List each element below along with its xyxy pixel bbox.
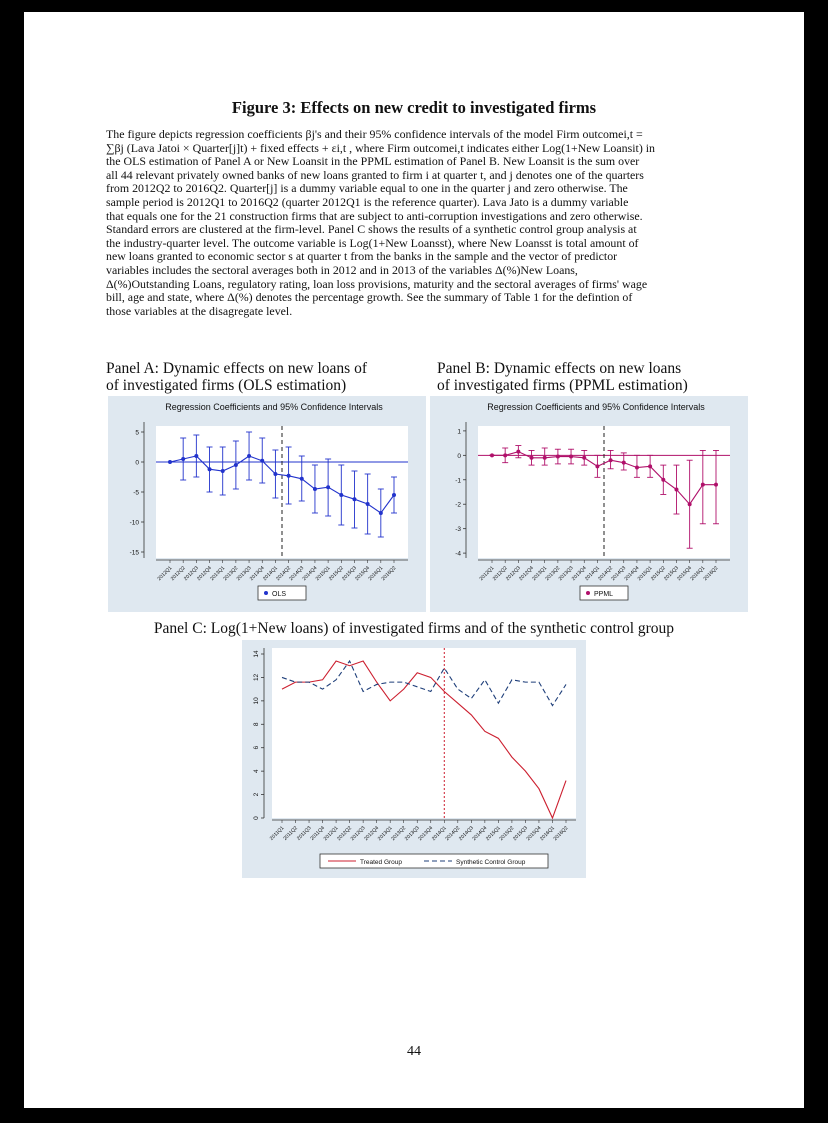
- y-tick-label: 5: [135, 429, 139, 437]
- coefficient-point: [352, 497, 356, 501]
- panel-a-title-line1: Panel A: Dynamic effects on new loans of: [106, 360, 367, 377]
- y-tick-label: 10: [253, 697, 260, 705]
- panel-a-title-line2: of investigated firms (OLS estimation): [106, 377, 347, 394]
- x-tick-label: 2014Q2: [444, 825, 462, 842]
- x-tick-label: 2012Q3: [349, 825, 367, 842]
- caption-line: new loans granted to economic sector s at quarter t from the banks in the sample and the vector of predictor: [106, 249, 618, 264]
- x-tick-label: 2012Q1: [322, 825, 340, 842]
- coefficient-point: [648, 464, 652, 468]
- x-tick-label: 2012Q1: [156, 565, 174, 582]
- y-tick-label: 0: [253, 816, 260, 820]
- y-tick-label: 12: [253, 673, 260, 682]
- x-tick-label: 2014Q3: [610, 565, 628, 582]
- x-tick-label: 2016Q1: [367, 565, 385, 582]
- coefficient-point: [221, 469, 225, 473]
- coefficient-point: [490, 453, 494, 457]
- coefficient-point: [168, 460, 172, 464]
- caption-line: Δ(%)Outstanding Loans, regulatory rating, loan loss provisions, maturity and the sectoral averages of firms' wage: [106, 276, 648, 291]
- coefficient-point: [622, 461, 626, 465]
- panel-b-title-line1: Panel B: Dynamic effects on new loans: [437, 360, 682, 377]
- coefficient-point: [366, 502, 370, 506]
- caption-line: ∑βj (Lava Jatoi × Quarter[j]t) + fixed effects + εi,t , where Firm outcomei,t indicates either Log(1+New Loansit) in: [106, 140, 655, 155]
- caption-line: variables includes the sectoral averages both in 2012 and in 2013 of the variables Δ(%)New Loans,: [106, 262, 578, 277]
- x-tick-label: 2013Q2: [222, 565, 240, 582]
- coefficient-point: [392, 493, 396, 497]
- y-tick-label: -3: [455, 526, 461, 534]
- coef-plot-svg: [108, 396, 426, 612]
- panel-b-chart: [430, 396, 748, 617]
- x-tick-label: 2011Q4: [309, 825, 326, 842]
- x-tick-label: 2015Q3: [341, 565, 358, 582]
- x-tick-label: 2013Q4: [248, 565, 266, 582]
- x-tick-label: 2016Q1: [689, 565, 707, 582]
- x-tick-label: 2013Q1: [376, 825, 394, 842]
- coefficient-point: [181, 457, 185, 461]
- document-page: [24, 12, 804, 1108]
- x-tick-label: 2012Q3: [182, 565, 200, 582]
- y-tick-label: -5: [133, 489, 139, 497]
- legend-label: OLS: [272, 591, 287, 598]
- y-tick-label: 4: [253, 769, 260, 773]
- x-tick-label: 2014Q1: [261, 565, 279, 582]
- x-tick-label: 2012Q2: [169, 565, 187, 582]
- y-tick-label: 6: [253, 745, 260, 750]
- coefficient-point: [273, 472, 277, 476]
- x-tick-label: 2011Q3: [295, 825, 313, 842]
- y-tick-label: 14: [253, 650, 260, 658]
- y-tick-label: 0: [135, 459, 139, 467]
- x-tick-label: 2014Q3: [457, 825, 475, 842]
- caption-line: that equals one for the 21 construction firms that are subject to anti-corruption investigations and zero otherwise.: [106, 208, 643, 223]
- x-tick-label: 2013Q1: [531, 565, 549, 582]
- x-tick-label: 2014Q3: [288, 565, 306, 582]
- coefficient-point: [247, 454, 251, 458]
- coefficient-point: [516, 450, 520, 454]
- line-plot-svg: [242, 640, 586, 878]
- coef-plot-svg: [430, 396, 748, 612]
- coefficient-point: [688, 502, 692, 506]
- coefficient-point: [339, 493, 343, 497]
- x-tick-label: 2015Q2: [649, 565, 667, 582]
- x-tick-label: 2016Q2: [552, 825, 570, 842]
- coefficient-point: [701, 483, 705, 487]
- x-tick-label: 2015Q1: [636, 565, 654, 582]
- x-tick-label: 2015Q1: [314, 565, 332, 582]
- coefficient-point: [556, 455, 560, 459]
- x-tick-label: 2011Q2: [282, 825, 299, 842]
- legend-label-treated: Treated Group: [360, 859, 403, 866]
- x-tick-label: 2012Q4: [518, 565, 535, 582]
- coefficient-point: [313, 487, 317, 491]
- caption-line: The figure depicts regression coefficients βj's and their 95% confidence intervals of the model Firm outcomei,t =: [106, 127, 643, 141]
- caption-line: bill, age and state, where Δ(%) denotes the percentage growth. See the summary of Table 1 for the defintion of: [106, 290, 633, 305]
- caption-line: those variables at the disagregate level.: [106, 303, 293, 318]
- x-tick-label: 2015Q4: [525, 825, 543, 842]
- coefficient-point: [661, 478, 665, 482]
- chart-title: Regression Coefficients and 95% Confidence Intervals: [487, 402, 705, 412]
- coefficient-point: [569, 455, 573, 459]
- y-tick-label: 8: [253, 722, 260, 727]
- x-tick-label: 2011Q1: [268, 825, 286, 842]
- page-number: 44: [407, 1044, 421, 1059]
- y-tick-label: -2: [455, 501, 461, 509]
- coefficient-point: [595, 464, 599, 468]
- x-tick-label: 2014Q1: [430, 825, 448, 842]
- x-tick-label: 2013Q1: [209, 565, 227, 582]
- figure-title: Figure 3: Effects on new credit to investigated firms: [231, 98, 597, 117]
- panel-b-title: [437, 360, 737, 394]
- legend-label: PPML: [594, 591, 614, 598]
- legend-marker: [586, 591, 590, 595]
- coefficient-point: [635, 466, 639, 470]
- y-tick-label: -4: [455, 550, 461, 558]
- coefficient-point: [260, 459, 264, 463]
- x-tick-label: 2015Q2: [498, 825, 516, 842]
- x-tick-label: 2013Q3: [235, 565, 253, 582]
- y-tick-label: 0: [457, 452, 461, 460]
- y-tick-label: -15: [129, 549, 139, 557]
- panel-a-chart: [108, 396, 426, 617]
- x-tick-label: 2013Q3: [557, 565, 575, 582]
- legend-marker: [264, 591, 268, 595]
- chart-title: Regression Coefficients and 95% Confidence Intervals: [165, 402, 383, 412]
- coefficient-point: [194, 454, 198, 458]
- x-tick-label: 2012Q3: [504, 565, 522, 582]
- coefficient-point: [503, 453, 507, 457]
- coefficient-point: [234, 463, 238, 467]
- x-tick-label: 2015Q3: [663, 565, 680, 582]
- y-tick-label: 1: [457, 428, 461, 436]
- x-tick-label: 2014Q4: [623, 565, 641, 582]
- x-tick-label: 2015Q2: [327, 565, 345, 582]
- coefficient-point: [609, 458, 613, 462]
- caption-line: Standard errors are clustered at the firm-level. Panel C shows the results of a synthetic control group analysis at: [106, 222, 637, 237]
- caption-line: sample period is 2012Q1 to 2016Q2 (quarter 2012Q1 is the reference quarter). Lava Jato is a dummy variable: [106, 194, 629, 209]
- panel-c-title: Panel C: Log(1+New loans) of investigated firms and of the synthetic control group: [153, 620, 675, 637]
- x-tick-label: 2015Q4: [354, 565, 372, 582]
- coefficient-point: [287, 474, 291, 478]
- caption-line: from 2012Q2 to 2016Q2. Quarter[j] is a dummy variable equal to one in the quarter j and zero otherwise. The: [106, 181, 628, 196]
- y-tick-label: -10: [129, 519, 139, 527]
- x-tick-label: 2016Q2: [380, 565, 398, 582]
- panel-b-title-line2: of investigated firms (PPML estimation): [437, 377, 688, 394]
- coefficient-point: [300, 477, 304, 481]
- x-tick-label: 2014Q4: [301, 565, 319, 582]
- figure-caption: [106, 128, 700, 318]
- x-tick-label: 2012Q4: [363, 825, 381, 842]
- coefficient-point: [582, 456, 586, 460]
- x-tick-label: 2012Q1: [478, 565, 496, 582]
- plot-area: [272, 648, 576, 818]
- x-tick-label: 2015Q1: [484, 825, 502, 842]
- x-tick-label: 2016Q2: [702, 565, 720, 582]
- coefficient-point: [543, 456, 547, 460]
- coefficient-point: [379, 511, 383, 515]
- x-tick-label: 2012Q2: [491, 565, 509, 582]
- x-tick-label: 2014Q1: [583, 565, 601, 582]
- x-tick-label: 2014Q2: [597, 565, 615, 582]
- panel-c-chart: [242, 640, 586, 883]
- x-tick-label: 2014Q4: [471, 825, 489, 842]
- x-tick-label: 2012Q4: [196, 565, 213, 582]
- caption-line: the industry-quarter level. The outcome variable is Log(1+New Loansst), where New Loansst is total amount of: [106, 235, 639, 250]
- x-tick-label: 2013Q2: [390, 825, 408, 842]
- coefficient-point: [326, 485, 330, 489]
- x-tick-label: 2012Q2: [336, 825, 354, 842]
- coefficient-point: [208, 467, 212, 471]
- x-tick-label: 2013Q4: [570, 565, 588, 582]
- x-tick-label: 2013Q2: [544, 565, 562, 582]
- x-tick-label: 2016Q1: [539, 825, 556, 842]
- x-tick-label: 2015Q4: [676, 565, 694, 582]
- x-tick-label: 2013Q3: [403, 825, 421, 842]
- caption-line: all 44 relevant privately owned banks of new loans granted to firm i at quarter t, and j denotes one of the quarters: [106, 167, 644, 182]
- coefficient-point: [530, 456, 534, 460]
- coefficient-point: [714, 483, 718, 487]
- y-tick-label: -1: [455, 477, 461, 485]
- coefficient-point: [674, 488, 678, 492]
- caption-line: the OLS estimation of Panel A or New Loansit in the PPML estimation of Panel B. New Loansit is the sum over: [106, 154, 640, 169]
- panel-a-title: [106, 360, 406, 394]
- x-tick-label: 2013Q4: [417, 825, 435, 842]
- x-tick-label: 2015Q3: [512, 825, 529, 842]
- y-tick-label: 2: [253, 792, 260, 797]
- legend-label-synthetic: Synthetic Control Group: [456, 859, 526, 866]
- x-tick-label: 2014Q2: [275, 565, 293, 582]
